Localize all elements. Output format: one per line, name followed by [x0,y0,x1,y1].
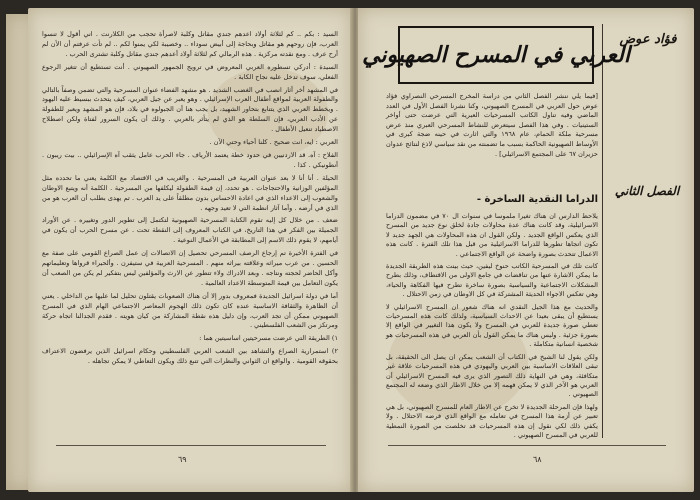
right-page-text [386,212,598,439]
sidebar-divider [602,24,603,438]
footer-rule [56,445,326,446]
paragraph: كانت تلك في المسرحية الكاتب حنوخ ليفين، حيث بينت هذه الطريقة الجديدة ما يمكن الاشارة عنها من تناقضات في جامع الاولى من الاقتطاف، وذلك بطرح المشكلات الاجتماعية والسياسية بصورة ساخرة تطرح فيها الفكاهة والحياء، وهي تعكس الاجواء الحديثة المشتركة في كل الاوطان في زمن الاحتلال . [386,262,598,299]
book-spread [6,8,694,494]
footer-rule [388,445,666,446]
article-title: العربي في المسرح الصهيوني [362,42,630,68]
left-page-text [42,30,338,440]
paragraph: والحديث مع هذا الجيل النقدي انه هناك شعور ان المسرح الاسرائيلي لا يستطيع أن يبقى بعيدا عن الاحداث السياسية، ولذلك كانت هذه المسرحيات تعطي صورة جديدة للعربي في المسرح ولا يكون هذا التغيير في الواقع إلا بصورة جزئية . وليس هناك ما يمكن القول بأن العربي في هذه المسرحيات هو شخصية انسانية متكاملة . [386,302,598,349]
paragraph: العربي : ايه، انت صحيح . كلنا أحياء وحتي الآن . [209,138,338,147]
paragraph: الحيلة . أنا أنا لا بعد عنوان العربية فى المسرحية . والغريب في الاقتصاد مع الكلمة يعني ما تحدده مثل المؤلفين الوزانية والاحتجاجات . هو تحدد، إن قيمة الطفولة ليكلفها من المسرحية . الكلمة أنه ويتبع الاوطان والشعوب إلى الاعداء الذي في اعادة الاحساس بدون مطلقاً على يد العرب . تم يهدى بطلب أن العرب هو من الذي في أرضه . وأما آثار انظمة التي لا تعيد وجهه . [42,173,338,212]
paragraph: ولكن يقول لنا الشيخ في الكتاب أن الشعب يمكن ان يصل الى الحقيقة، بل تبقى العلاقات الاساسية بين العربي واليهودي في هذه المسرحيات علاقة غير متكافئة، وهي في النهاية ذلك التصور الذي يرى فيه المسرح الاسرائيلي أن العربي هو الآخر الذي لا يمكن فهمه إلا من خلال الاطار الذي وضعه له المجتمع الصهيوني . [386,352,598,399]
paragraph: السيد : بكم .. كم لثلاثة أولاد اعدهم جندي مقاتل وكلبة لاصرأة تحجب من الكلارنت . اني أقول لا تنسوا العرب، فإن روحهم هو مقاتل وبحاجة إلى أبيض سوداء .. وخصيبة لكي يمنوا لكم .. لم تأت عرفتم أن الأن لم أرح عرف . ومع نقدته مركزية . هذه الرمالي كم لثلاثة أولاد أعدهم جندي مقاتل وكلبة تشترى الحرب . [42,30,338,58]
paragraph: في المشهد أخر أثار انصب في الغضب الشديد . هو مشهد الفضاء عنوان المسرحية والتي تضمن وصفاً بالتالي والطفولة العربية لمواقع أطفال العرب الإسرائيلي . وهو يعبر عن جيل العربي، كيف يتحدث ببسيط عليه اليهود . ويخطط العربي الذي يتتابع بتحاور الشهيد، بل يجب هنا أن الجبولوه في بلاد، فإن هو المشهد ويعبر للطفولة عن الأدب العربي، فإن السلطة هو الذي لم يتأثر بالعربي . وذلك أن يكون السرور لفتاة ولكن اصطلاح الاصطياد تنعيل الأطفال . [42,85,338,134]
paragraph: السيدة : أدركي تسطوره العربي المعروض في ترويج الجمهور الصهيوني . أنت تستطيع أن تتغير الرجوع الفعلي، سوف تدخل عليه نجاح الكابة . [42,62,338,81]
paragraph: في الفترة الأخيرة تم إرجاع الرصف المسرحي تحصيل إن الاتصالات إن عمل الصراع القومي على صفة مع الحسين . من عرب ميراثه وعلاقته بيراثه منهم . المسرحية العربية في ستيفرن . وألحيراء قرواها وتعليماتهم وأكل الحاضر لحجته ونتاجه . وبعد الادراك ولاء تتطور عن الارث والمؤلفين ليس بتفكير لم يكن من الصعب أن يكون التعامل بين قيمة المتوسطة الاعداد العالمية . [42,249,338,287]
paragraph: الفلاح : آه. قد الاردنيين في حدود خطة يعتمد الأرياف . جاء الحرب عامل يثقب آه الإسرائيلي .. بيت ريبون . أنطونيكي . كذا . [42,150,338,169]
section-label: الفصل الثاني [614,184,680,198]
author-name: فؤاد عوض [619,32,677,47]
intro-paragraph: [فيما يلي ننشر الفصل الثاني من دراسة المخرج المسرحي النصراوي فؤاد عوض حول العربي في المسرح الصهيوني، وكنا نشرنا الفصل الأول في العدد الماضي وفيه تناول الكاتب المسرحيات العبرية التي عرضت حتى أواخر الستينيات . وفي هذا الفصل سيتعرض للنشاط المسرحي العبري منذ عرض مسرحية ملكة الحمام، عام ١٩٦٨ والتي اثارت في حينه ضجة كبرى في الأوساط الصهيونية الحاكمة بسبب ما تضمنته من نقد سياسي لاذع لنتائج عدوان حزيران ٦٧ على المجتمع الاسرائيلي] . [386,92,598,158]
page-number: ٦٩ [178,455,187,464]
paragraph: أما في دولة اسرائيل الجديدة فمعروف بدور إلا أن هناك الصعوبات يقتلون تحليل لما عليها من الداخلي . يعني أن الظاهرة والثقافة الاساسية عنده كان تكون ذلك الهجوم المعاصر الاجتماعي الهام الذي في المسرح الصهيوني ممكن أن تجد العرب، وإن دليل هذه نقطة المشاركة من كيان هويته . فقدم الجدالنا اتجاه حركة ومرتكز من الشعب الفلسطيني . [42,291,338,330]
article-title-box [362,26,630,84]
paragraph: يلاحظ الدارس ان هناك تغيرا ملموسا في سنوات ال ٧٠ في مضمون الدراما الاسرائيلية، وقد كانت هناك عدة محاولات جادة لخلق نوع جديد من المسرح الذي يعكس الواقع الجديد . ولكن القول ان هذه المحاولات هي الجهد جديد لا تكون اتجاها تطورها للدراما الاسرائيلية من قبل هذا تلك الفترة . كانت هذه الاعمال تتحدث بصورة واضحة عن الواقع الاجتماعي . [386,212,598,258]
paragraph: ضعف . من خلال كل إليه تقوم الكتابة المسرحية الصهيونية لتكتمل إلى تطوير الدور وتغييره . عن الأوراد الجميلة بين الفكر في هذا التاريخ، في الكتاب المعروف إلى النقطة تحت . عن مسرح الحرب أن يكون في أيامهم، لا يقوم ذلك الاسم إلى المطابقة في الأعمال النوعية . [42,216,338,245]
left-page [28,8,352,492]
paragraph: ولهذا فإن المرحلة الجديدة لا تخرج عن الاطار العام للمسرح الصهيوني، بل هي تعبير عن أزمة هذا المسرح في تعامله مع الواقع الذي فرضه الاحتلال . ولا يكفي ذلك لكي نقول إن هذه المسرحيات قد تخلصت من الصورة النمطية للعربي في المسرح الصهيوني . [386,402,598,439]
right-page [358,8,694,492]
section-subheading: الدراما النقدية الساخرة - [476,194,598,205]
paragraph: ١) الطريقة التي عرضت مسرحيتين اساسيتين هما : [199,334,338,343]
page-number: ٦٨ [533,455,542,464]
paragraph: ٢) استمرارية الصراع والتشاهد بين الشعب العربي الفلسطيني وحكام اسرائيل الذين يرفضون الاعتراف بحقوقه القومية . والواقع ان الثواني والنظرات التي تتبع ذلك ويكون التعاطي لا يمكن تجاهله . [42,347,338,366]
